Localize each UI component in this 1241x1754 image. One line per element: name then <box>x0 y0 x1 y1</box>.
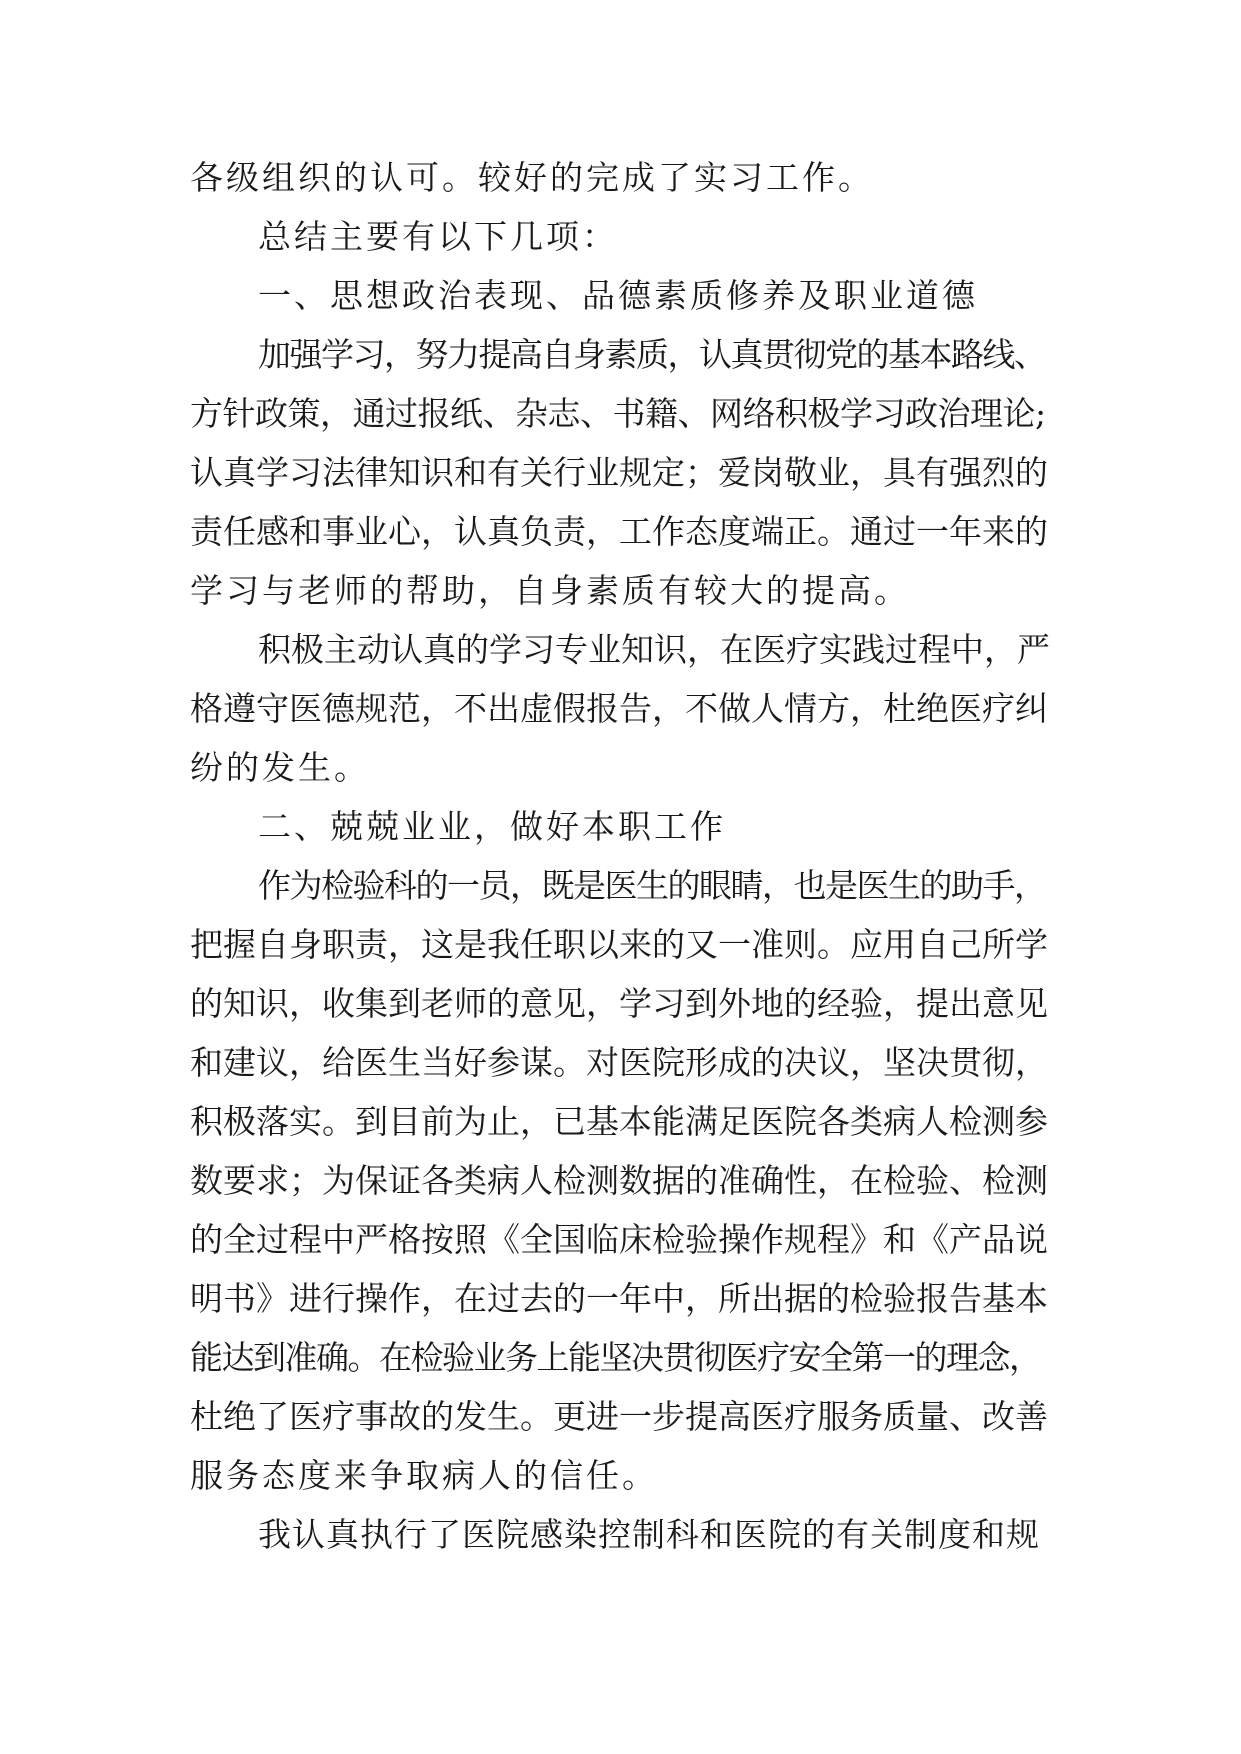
text-line: 服务态度来争取病人的信任。 <box>190 1456 658 1495</box>
text-line: 责任感和事业心，认真负责，工作态度端正。通过一年来的 <box>190 512 1048 551</box>
text-line: 我认真执行了医院感染控制科和医院的有关制度和规 <box>258 1515 1040 1554</box>
section-heading: 二、兢兢业业，做好本职工作 <box>258 807 726 846</box>
document-body <box>190 148 1050 1564</box>
text-line: 加强学习，努力提高自身素质，认真贯彻党的基本路线、 <box>258 335 1046 374</box>
text-line: 方针政策，通过报纸、杂志、书籍、网络积极学习政治理论; <box>190 394 1046 433</box>
text-line: 把握自身职责，这是我任职以来的又一准则。应用自己所学 <box>190 925 1048 964</box>
text-line: 纷的发生。 <box>190 748 370 787</box>
text-line: 的全过程中严格按照《全国临床检验操作规程》和《产品说 <box>190 1220 1048 1259</box>
text-line: 明书》进行操作，在过去的一年中，所出据的检验报告基本 <box>190 1279 1048 1318</box>
text-line: 能达到准确。在检验业务上能坚决贯彻医疗安全第一的理念， <box>190 1338 1041 1377</box>
text-line: 积极主动认真的学习专业知识，在医疗实践过程中，严 <box>258 630 1050 669</box>
text-line: 认真学习法律知识和有关行业规定；爱岗敬业，具有强烈的 <box>190 453 1048 492</box>
text-line: 格遵守医德规范，不出虚假报告，不做人情方，杜绝医疗纠 <box>190 689 1048 728</box>
text-line: 杜绝了医疗事故的发生。更进一步提高医疗服务质量、改善 <box>190 1397 1048 1436</box>
text-line: 积极落实。到目前为止，已基本能满足医院各类病人检测参 <box>190 1102 1048 1141</box>
text-line: 作为检验科的一员，既是医生的眼睛，也是医生的助手， <box>258 866 1046 905</box>
text-line: 和建议，给医生当好参谋。对医院形成的决议，坚决贯彻， <box>190 1043 1048 1082</box>
text-line: 总结主要有以下几项： <box>258 217 618 256</box>
text-line: 各级组织的认可。较好的完成了实习工作。 <box>190 158 874 197</box>
text-line: 学习与老师的帮助，自身素质有较大的提高。 <box>190 571 910 610</box>
text-line: 的知识，收集到老师的意见，学习到外地的经验，提出意见 <box>190 984 1048 1023</box>
text-line: 数要求；为保证各类病人检测数据的准确性，在检验、检测 <box>190 1161 1048 1200</box>
section-heading: 一、思想政治表现、品德素质修养及职业道德 <box>258 276 978 315</box>
